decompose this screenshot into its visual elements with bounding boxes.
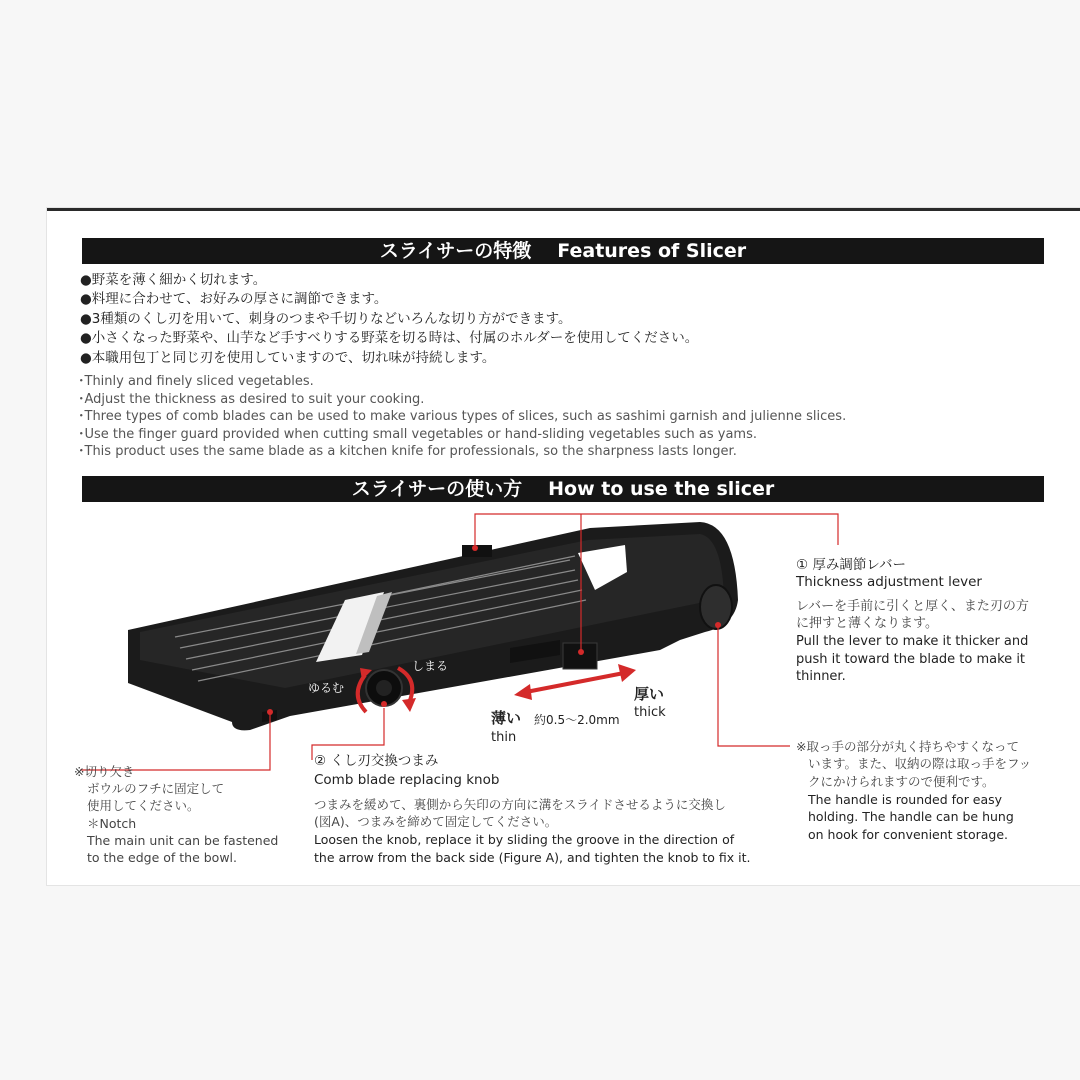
lever-desc-jp-1: レバーを手前に引くと厚く、また刃の方	[796, 599, 1029, 614]
feature-en-item: ･Use the finger guard provided when cutting small vegetables or hand-sliding vegetables such as yams.	[78, 426, 757, 442]
lever-desc-en-1: Pull the lever to make it thicker and	[796, 634, 1029, 649]
handle-en-2: holding. The handle can be hung	[808, 809, 1014, 824]
thick-arrowhead	[618, 664, 636, 682]
knob-desc-en-2: the arrow from the back side (Figure A), and tighten the knob to fix it.	[314, 850, 751, 865]
leader-dot	[381, 701, 387, 707]
knob-title-en: Comb blade replacing knob	[314, 772, 500, 788]
handle-en-3: on hook for convenient storage.	[808, 827, 1009, 842]
slicer-handle	[700, 585, 732, 629]
features-heading-jp: スライサーの特徴	[379, 240, 532, 262]
notch-line-4: ＊Notch	[87, 816, 137, 831]
lever-desc-en-3: thinner.	[796, 669, 846, 684]
feature-en-item: ･This product uses the same blade as a kitchen knife for professionals, so the sharpness lasts longer.	[78, 444, 737, 460]
label-yurumu: ゆるむ	[308, 681, 345, 695]
howto-heading-jp: スライサーの使い方	[351, 478, 523, 500]
knob-desc-en-1: Loosen the knob, replace it by sliding the groove in the direction of	[314, 832, 735, 847]
leader-dot	[472, 545, 478, 551]
howto-heading-en: How to use the slicer	[548, 478, 775, 500]
notch-line-3: 使用してください。	[87, 798, 200, 813]
features-heading-en: Features of Slicer	[557, 240, 747, 262]
notch-line-2: ボウルのフチに固定して	[87, 781, 225, 796]
handle-jp-1: ※取っ手の部分が丸く持ちやすくなって	[796, 739, 1019, 754]
knob-desc-jp-1: つまみを緩めて、裏側から矢印の方向に溝をスライドさせるように交換し	[314, 797, 726, 812]
feature-en-item: ･Three types of comb blades can be used to make various types of slices, such as sashimi garnish and julienne slices.	[78, 409, 847, 425]
feature-jp-item: ●小さくなった野菜や、山芋など手すべりする野菜を切る時は、付属のホルダーを使用してください。	[80, 330, 699, 347]
knob-title-jp: ② くし刃交換つまみ	[314, 753, 439, 769]
thin-arrowhead	[514, 684, 532, 700]
feature-jp-item: ●本職用包丁と同じ刃を使用していますので、切れ味が持続します。	[80, 349, 496, 366]
feature-jp-item: ●野菜を薄く細かく切れます。	[80, 272, 267, 288]
label-thick-en: thick	[634, 705, 666, 720]
label-thin-jp: 薄い	[491, 709, 522, 727]
lever-title-en: Thickness adjustment lever	[796, 574, 982, 590]
handle-en-1: The handle is rounded for easy	[808, 792, 1003, 807]
notch-line-6: to the edge of the bowl.	[87, 850, 237, 865]
label-thick-jp: 厚い	[634, 685, 665, 703]
label-shimaru: しまる	[412, 659, 449, 673]
notch-line-5: The main unit can be fastened	[87, 833, 279, 848]
thickness-arrow	[526, 673, 624, 692]
lever-desc-en-2: push it toward the blade to make it	[796, 652, 1026, 667]
leader-dot	[715, 622, 721, 628]
feature-en-item: ･Thinly and finely sliced vegetables.	[78, 374, 314, 389]
feature-jp-item: ●3種類のくし刃を用いて、刺身のつまや千切りなどいろんな切り方ができます。	[80, 310, 572, 327]
notch-line-1: ※切り欠き	[74, 764, 135, 779]
knob-desc-jp-2: (図A)、つまみを締めて固定してください。	[314, 814, 558, 829]
handle-jp-3: クにかけられますので便利です。	[808, 774, 995, 789]
tighten-arrowhead	[402, 698, 416, 712]
feature-en-item: ･Adjust the thickness as desired to suit your cooking.	[78, 391, 425, 407]
label-thin-en: thin	[491, 730, 517, 745]
label-range: 約0.5～2.0mm	[534, 713, 620, 727]
thickness-lever	[563, 643, 597, 669]
leader-dot	[578, 649, 584, 655]
lever-desc-jp-2: に押すと薄くなります。	[796, 616, 938, 631]
handle-jp-2: います。また、収納の際は取っ手をフッ	[808, 756, 1032, 771]
lever-title-jp: ① 厚み調節レバー	[796, 557, 906, 573]
leader-dot	[267, 709, 273, 715]
knob-center	[376, 680, 392, 696]
feature-jp-item: ●料理に合わせて、お好みの厚さに調節できます。	[80, 291, 388, 308]
